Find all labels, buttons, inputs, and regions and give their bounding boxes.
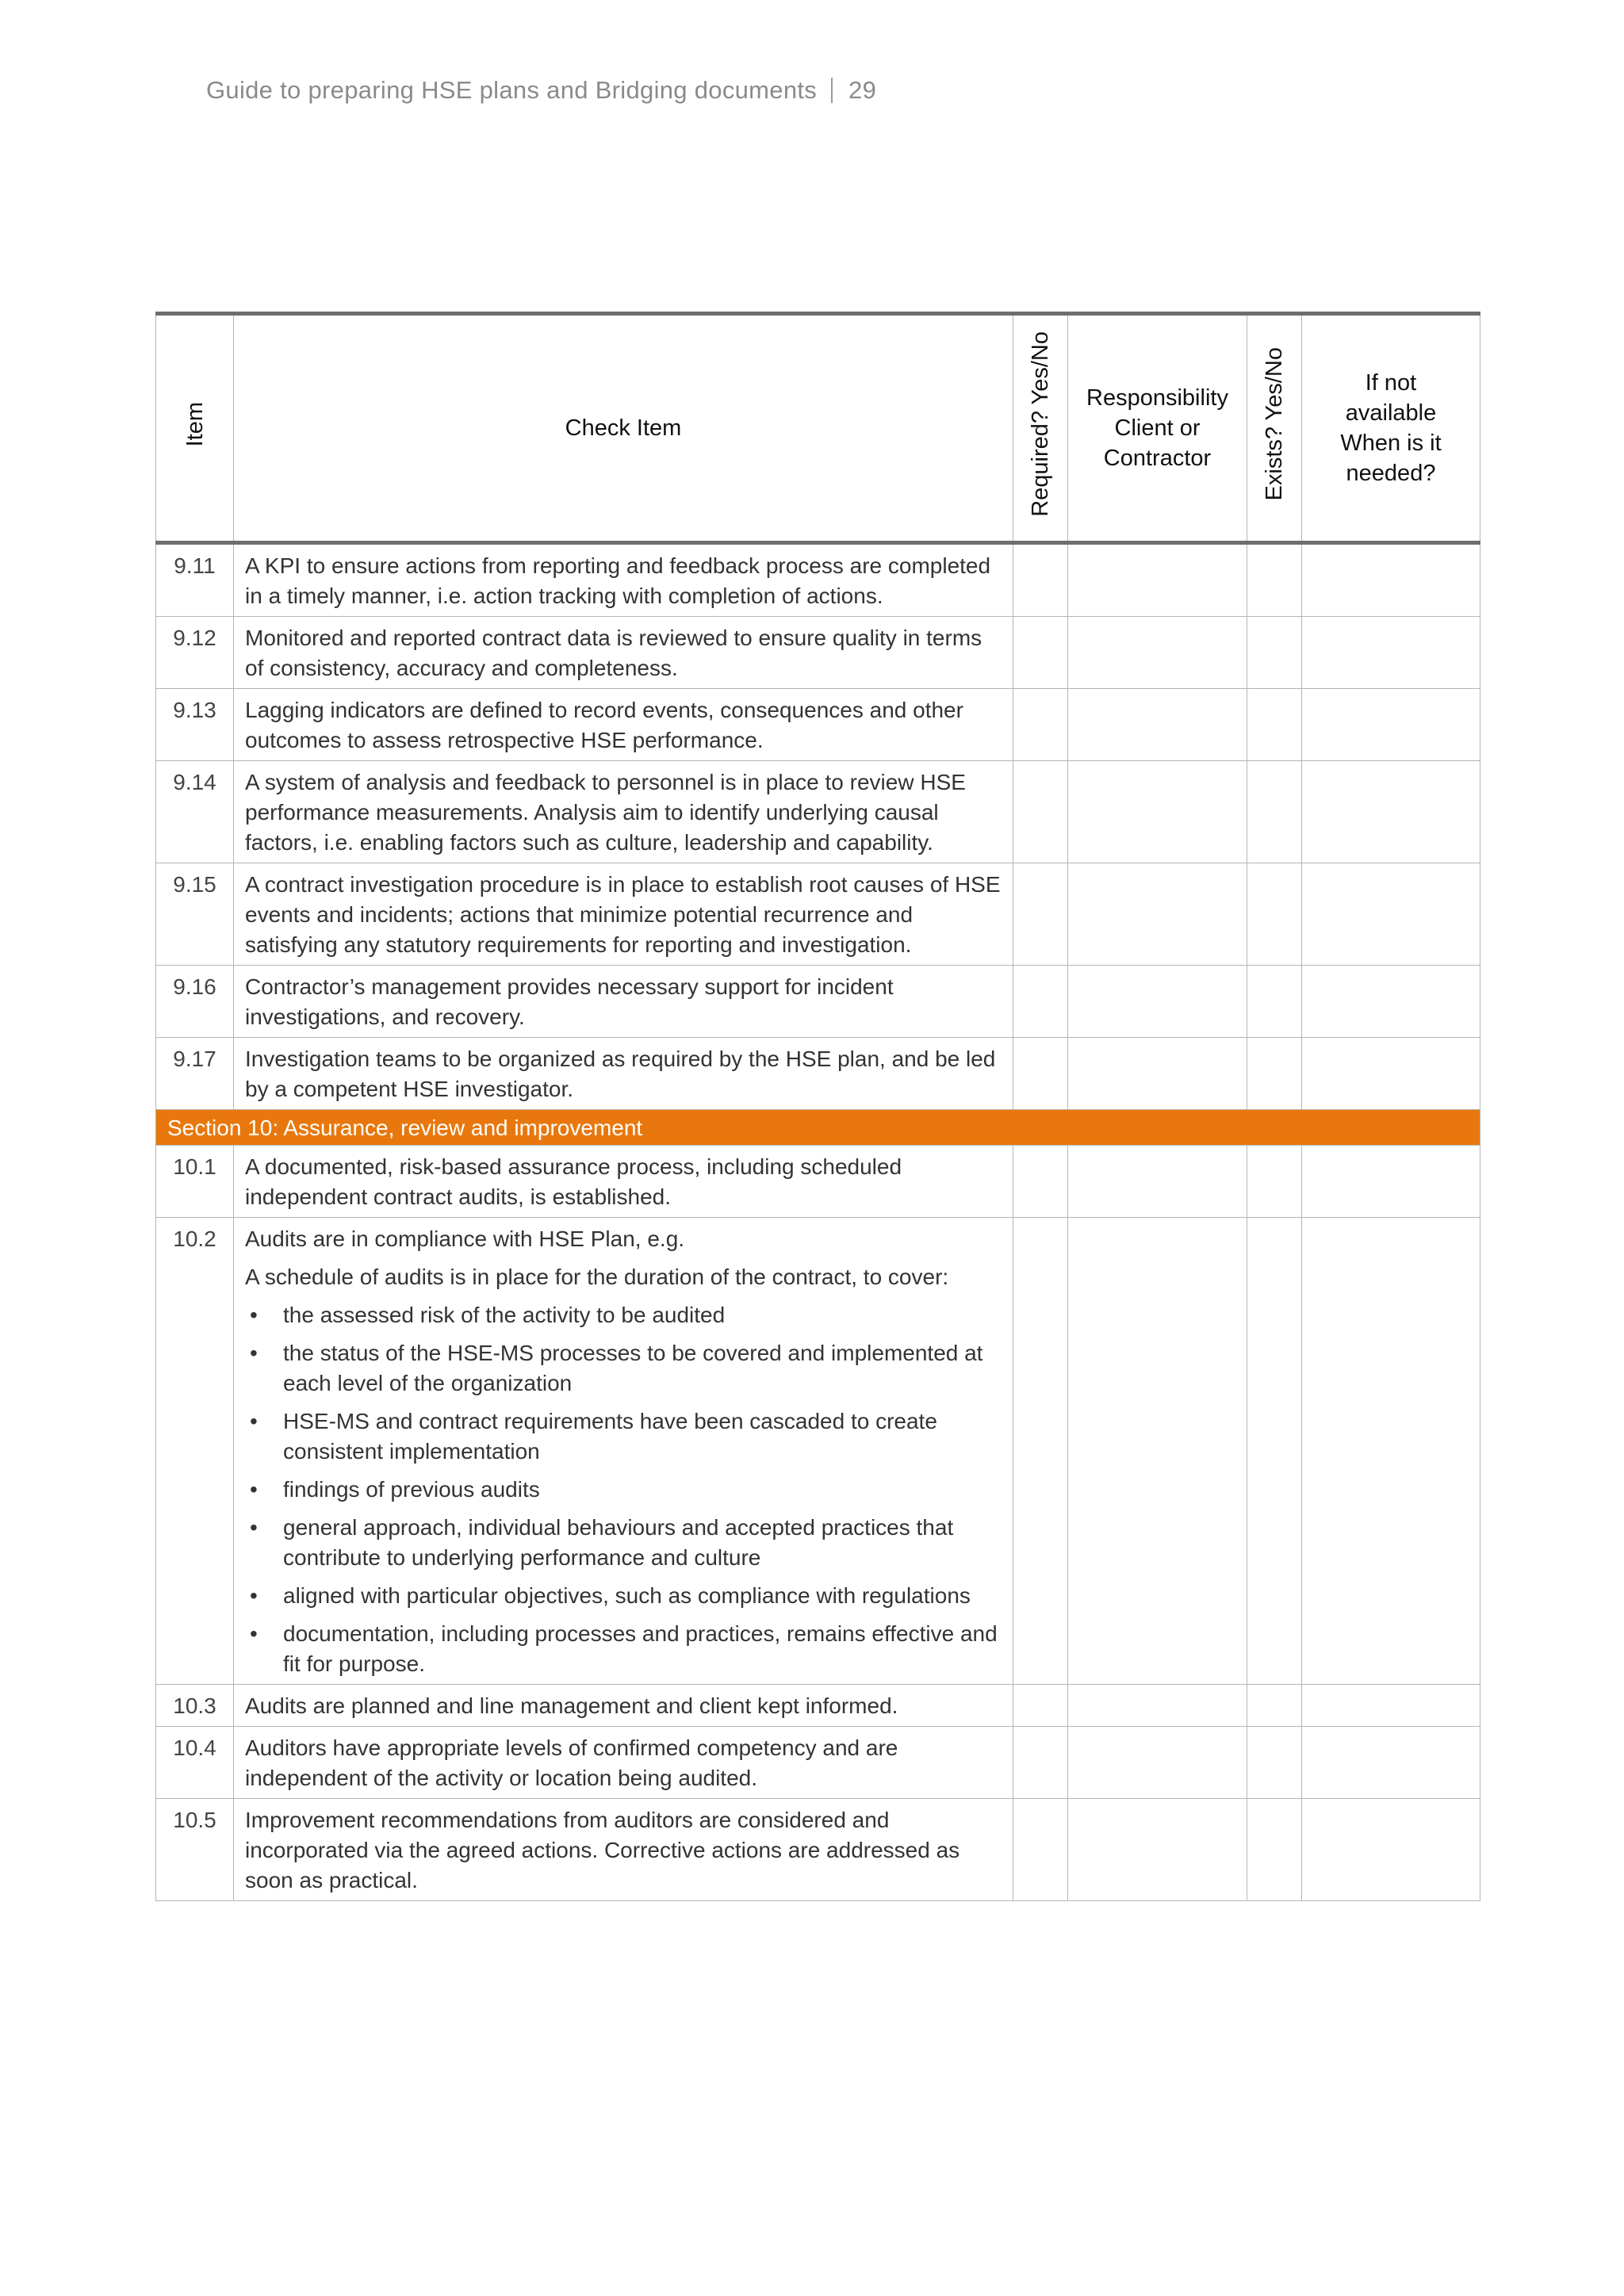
responsibility-cell	[1068, 1038, 1247, 1110]
exists-cell	[1247, 863, 1302, 966]
required-cell	[1013, 1685, 1068, 1727]
column-header-item: Item	[156, 314, 234, 543]
check-item-intro: Audits are in compliance with HSE Plan, e.g.	[245, 1226, 685, 1251]
item-number: 9.17	[156, 1038, 234, 1110]
when-needed-cell	[1302, 1218, 1480, 1685]
table-row	[156, 1218, 1480, 1685]
check-item-text: A documented, risk-based assurance process, including scheduled independent contract audits, is established.	[234, 1146, 1013, 1218]
table-row	[156, 1727, 1480, 1799]
check-item-lead: A schedule of audits is in place for the duration of the contract, to cover:	[245, 1265, 949, 1289]
required-cell	[1013, 966, 1068, 1038]
list-item: • HSE-MS and contract requirements have been cascaded to create consistent implementation	[245, 1406, 1005, 1467]
required-cell	[1013, 1218, 1068, 1685]
required-cell	[1013, 1799, 1068, 1901]
table-row	[156, 1146, 1480, 1218]
exists-cell	[1247, 617, 1302, 689]
document-title: Guide to preparing HSE plans and Bridging documents	[206, 76, 818, 104]
column-header-if-not-available: If not available When is it needed?	[1302, 314, 1480, 543]
table-row	[156, 617, 1480, 689]
exists-cell	[1247, 761, 1302, 863]
check-item-text: A system of analysis and feedback to personnel is in place to review HSE performance measurements. Analysis aim to identify underlying causal factors, i.e. enabling factors such as culture, leadership and capability.	[234, 761, 1013, 863]
check-item-text: Auditors have appropriate levels of confirmed competency and are independent of the activity or location being audited.	[234, 1727, 1013, 1799]
table-row	[156, 689, 1480, 761]
list-item: • the assessed risk of the activity to be audited	[245, 1300, 1005, 1330]
check-item-content	[234, 1218, 1013, 1685]
exists-cell	[1247, 543, 1302, 617]
table-row	[156, 1799, 1480, 1901]
required-cell	[1013, 761, 1068, 863]
exists-cell	[1247, 1727, 1302, 1799]
section-header-row	[156, 1110, 1480, 1146]
bullet-icon: •	[250, 1341, 258, 1365]
responsibility-cell	[1068, 1146, 1247, 1218]
bullet-icon: •	[250, 1583, 258, 1608]
list-item: • documentation, including processes and practices, remains effective and fit for purpose.	[245, 1619, 1005, 1679]
check-item-text: Audits are planned and line management and client kept informed.	[234, 1685, 1013, 1727]
when-needed-cell	[1302, 1727, 1480, 1799]
table-row	[156, 761, 1480, 863]
required-cell	[1013, 1146, 1068, 1218]
required-cell	[1013, 617, 1068, 689]
column-header-exists: Exists? Yes/No	[1247, 314, 1302, 543]
table-row	[156, 966, 1480, 1038]
responsibility-cell	[1068, 617, 1247, 689]
responsibility-cell	[1068, 543, 1247, 617]
hse-checklist-table	[155, 312, 1480, 1901]
column-header-responsibility: Responsibility Client or Contractor	[1068, 314, 1247, 543]
exists-cell	[1247, 1146, 1302, 1218]
bullet-icon: •	[250, 1477, 258, 1502]
item-number: 10.4	[156, 1727, 234, 1799]
item-number: 9.11	[156, 543, 234, 617]
when-needed-cell	[1302, 617, 1480, 689]
exists-cell	[1247, 1799, 1302, 1901]
table-row	[156, 543, 1480, 617]
section-title: Section 10: Assurance, review and improvement	[156, 1110, 1480, 1146]
item-number: 10.3	[156, 1685, 234, 1727]
item-number: 9.12	[156, 617, 234, 689]
responsibility-cell	[1068, 1685, 1247, 1727]
table-row	[156, 1685, 1480, 1727]
bullet-icon: •	[250, 1621, 258, 1646]
item-number: 9.16	[156, 966, 234, 1038]
when-needed-cell	[1302, 1799, 1480, 1901]
responsibility-cell	[1068, 761, 1247, 863]
running-header	[206, 76, 876, 105]
item-number: 9.15	[156, 863, 234, 966]
responsibility-cell	[1068, 1727, 1247, 1799]
check-item-text: Monitored and reported contract data is reviewed to ensure quality in terms of consistency, accuracy and completeness.	[234, 617, 1013, 689]
when-needed-cell	[1302, 761, 1480, 863]
column-header-check-item: Check Item	[234, 314, 1013, 543]
item-number: 9.14	[156, 761, 234, 863]
exists-cell	[1247, 689, 1302, 761]
when-needed-cell	[1302, 1146, 1480, 1218]
table-row	[156, 1038, 1480, 1110]
check-item-text: A contract investigation procedure is in place to establish root causes of HSE events and incidents; actions that minimize potential recurrence and satisfying any statutory requirements for reporting and investigation.	[234, 863, 1013, 966]
required-cell	[1013, 1038, 1068, 1110]
when-needed-cell	[1302, 1038, 1480, 1110]
bullet-icon: •	[250, 1515, 258, 1540]
responsibility-cell	[1068, 1799, 1247, 1901]
check-item-text: A KPI to ensure actions from reporting and feedback process are completed in a timely manner, i.e. action tracking with completion of actions.	[234, 543, 1013, 617]
when-needed-cell	[1302, 1685, 1480, 1727]
header-divider	[831, 78, 833, 103]
item-number: 10.1	[156, 1146, 234, 1218]
page-number: 29	[848, 76, 877, 104]
bullet-list	[245, 1300, 1005, 1679]
table-header-row	[156, 314, 1480, 543]
exists-cell	[1247, 1038, 1302, 1110]
check-item-text: Lagging indicators are defined to record events, consequences and other outcomes to assess retrospective HSE performance.	[234, 689, 1013, 761]
check-item-text: Investigation teams to be organized as required by the HSE plan, and be led by a competent HSE investigator.	[234, 1038, 1013, 1110]
item-number: 10.2	[156, 1218, 234, 1685]
when-needed-cell	[1302, 863, 1480, 966]
exists-cell	[1247, 1685, 1302, 1727]
required-cell	[1013, 543, 1068, 617]
responsibility-cell	[1068, 966, 1247, 1038]
required-cell	[1013, 863, 1068, 966]
check-item-text: Improvement recommendations from auditors are considered and incorporated via the agreed actions. Corrective actions are addressed as soon as practical.	[234, 1799, 1013, 1901]
when-needed-cell	[1302, 543, 1480, 617]
table-body	[156, 543, 1480, 1901]
item-number: 9.13	[156, 689, 234, 761]
check-item-text: Contractor’s management provides necessary support for incident investigations, and recovery.	[234, 966, 1013, 1038]
column-header-required: Required? Yes/No	[1013, 314, 1068, 543]
bullet-icon: •	[250, 1303, 258, 1327]
responsibility-cell	[1068, 863, 1247, 966]
item-number: 10.5	[156, 1799, 234, 1901]
list-item: • findings of previous audits	[245, 1475, 1005, 1505]
list-item: • general approach, individual behaviours and accepted practices that contribute to underlying performance and culture	[245, 1513, 1005, 1573]
when-needed-cell	[1302, 966, 1480, 1038]
required-cell	[1013, 1727, 1068, 1799]
bullet-icon: •	[250, 1409, 258, 1433]
when-needed-cell	[1302, 689, 1480, 761]
required-cell	[1013, 689, 1068, 761]
table-row	[156, 863, 1480, 966]
exists-cell	[1247, 1218, 1302, 1685]
exists-cell	[1247, 966, 1302, 1038]
responsibility-cell	[1068, 1218, 1247, 1685]
list-item: • aligned with particular objectives, such as compliance with regulations	[245, 1581, 1005, 1611]
responsibility-cell	[1068, 689, 1247, 761]
list-item: • the status of the HSE-MS processes to be covered and implemented at each level of the organization	[245, 1338, 1005, 1399]
